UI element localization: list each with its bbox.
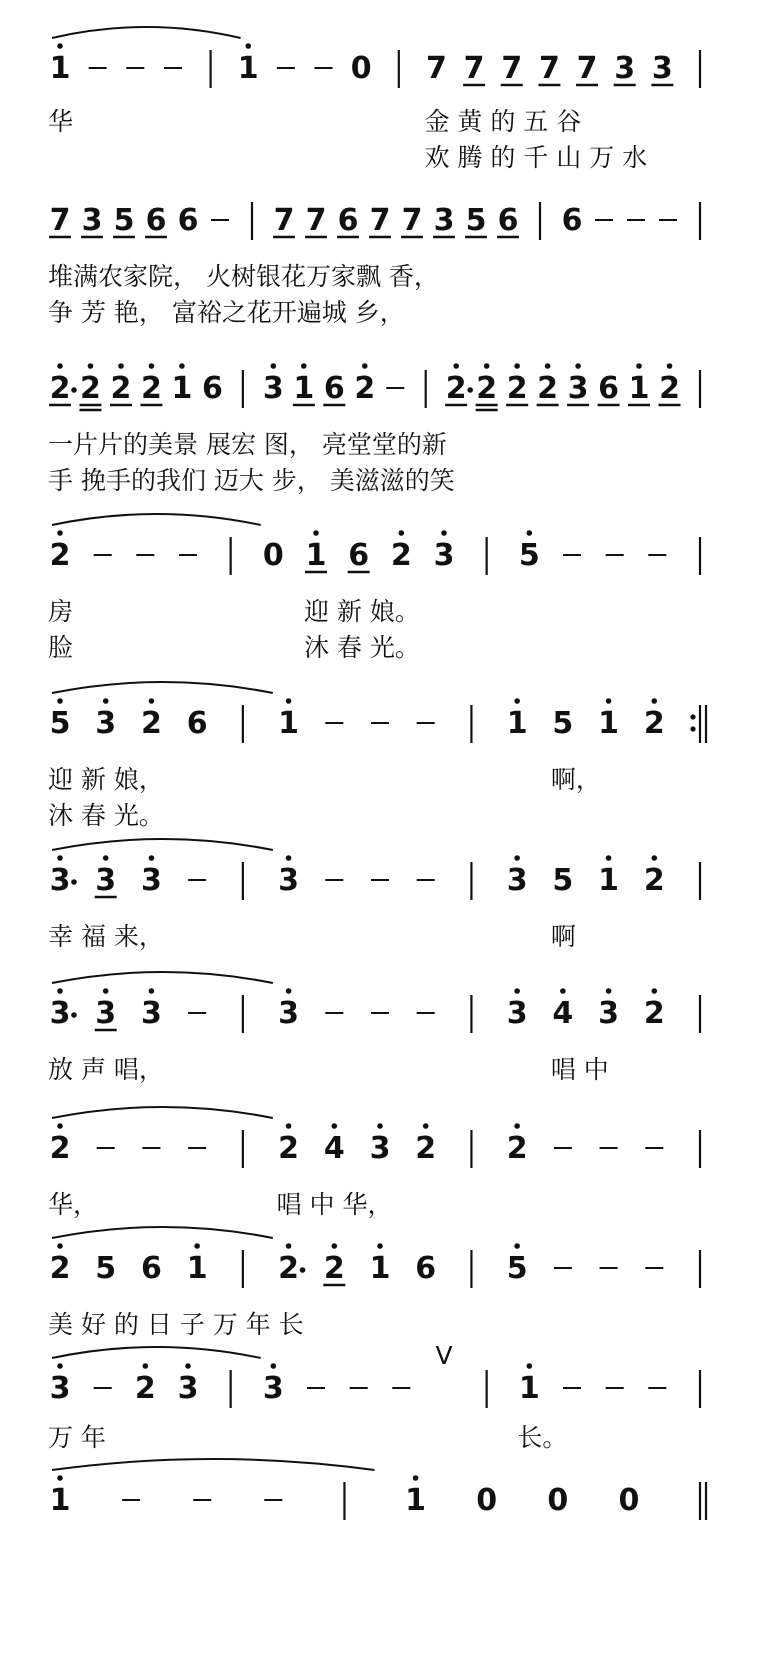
note: 2 [134,1371,156,1406]
lyric-line: 迎 新 娘， [48,765,164,794]
note: 3 [614,51,636,86]
octave-dot [149,988,155,994]
octave-dot [118,363,124,369]
note: 7 [501,51,523,86]
note: 2 [643,706,665,741]
lyric-line: 房 [48,597,74,626]
note: 3 [95,863,117,898]
octave-dot [413,1475,419,1481]
note: 2 [80,371,101,406]
octave-dot [514,698,520,704]
octave-dot [331,1243,337,1249]
lyric-line: 唱 中 华， [276,1190,393,1219]
octave-dot [423,1123,429,1129]
note: 1 [293,371,315,406]
note: 7 [305,203,327,238]
octave-dot [527,530,533,536]
note: 2 [323,1251,345,1286]
note: 2 [278,1131,300,1166]
octave-dot [57,43,63,49]
note: 1 [405,1483,426,1518]
augmentation-dot [467,387,473,393]
augmentation-dot [71,879,77,885]
note: 3 [278,996,300,1031]
note: 3 [567,371,589,406]
octave-dot [271,1363,277,1369]
note: 5 [552,706,574,741]
note: 2 [506,371,528,406]
lyric-line: 长。 [517,1423,568,1452]
octave-dot [527,1363,533,1369]
lyric-line: 万 年 [48,1423,106,1452]
repeat-dot [690,714,695,719]
note: 1 [49,1483,71,1518]
octave-dot [57,855,63,861]
octave-dot [286,698,292,704]
note: 2 [659,371,680,406]
tie-arc [52,514,261,525]
octave-dot [103,988,109,994]
note: 3 [506,863,528,898]
note: 2 [278,1251,300,1286]
note: 2 [49,1251,71,1286]
note: 1 [186,1251,208,1286]
lyric-line: 唱 中 [550,1055,609,1084]
octave-dot [245,43,251,49]
note: 7 [369,203,391,238]
note: 7 [576,51,598,86]
octave-dot [651,698,657,704]
note: 1 [628,371,650,406]
note: 2 [49,538,71,573]
note: 6 [145,203,167,238]
score-system [48,1107,700,1219]
note: 7 [49,203,71,238]
note: 0 [547,1483,569,1518]
note: 5 [113,203,135,238]
octave-dot [514,1243,520,1249]
score-system [48,839,700,951]
note: 2 [476,371,498,406]
score-system [50,1459,706,1520]
note: 3 [95,706,117,741]
octave-dot [514,855,520,861]
octave-dot [286,988,292,994]
note: 6 [201,371,223,406]
tie-arc [52,839,273,850]
octave-dot [271,363,277,369]
note: 5 [552,863,574,898]
octave-dot [103,855,109,861]
note: 2 [140,371,162,406]
octave-dot [57,1363,63,1369]
note: 1 [598,863,620,898]
octave-dot [149,855,155,861]
tie-arc [52,972,273,983]
lyric-line: 啊， [550,765,601,794]
octave-dot [57,1243,63,1249]
lyric-line: 迎 新 娘。 [304,597,420,626]
note: 2 [537,371,559,406]
note: 5 [49,706,71,741]
note: 2 [643,996,665,1031]
score-system [48,202,700,327]
lyric-line: 金 黄 的 五 谷 [424,107,582,136]
lyric-line: 放 声 唱， [48,1055,164,1084]
note: 3 [262,371,284,406]
note: 2 [354,371,376,406]
note: 5 [465,203,487,238]
note: 3 [49,996,71,1031]
octave-dot [651,855,657,861]
note: 3 [506,996,528,1031]
note: 2 [506,1131,528,1166]
note: 3 [140,863,162,898]
note: 3 [433,203,455,238]
note: 2 [390,538,412,573]
note: 3 [49,1371,71,1406]
note: 1 [237,51,259,86]
note: 4 [552,996,574,1031]
octave-dot [57,363,63,369]
note: 5 [506,1251,528,1286]
tie-arc [52,27,241,38]
note: 3 [433,538,455,573]
note: 7 [426,51,447,86]
note: 6 [186,706,208,741]
note: 5 [95,1251,117,1286]
score-system [48,1227,700,1339]
note: 6 [497,203,519,238]
lyric-line: 美 好 的 日 子 万 年 长 [48,1310,304,1339]
note: 3 [262,1371,284,1406]
augmentation-dot [71,1012,77,1018]
note: 1 [49,51,71,86]
note: 7 [538,51,560,86]
octave-dot [514,1123,520,1129]
note: 3 [369,1131,391,1166]
octave-dot [606,698,612,704]
note: 2 [415,1131,437,1166]
octave-dot [399,530,405,536]
octave-dot [286,1123,292,1129]
note: 6 [348,538,370,573]
octave-dot [301,363,307,369]
octave-dot [57,1123,63,1129]
note: 3 [95,996,117,1031]
lyric-line: 堆满农家院， 火树银花万家飘 香， [48,262,439,291]
note: 1 [369,1251,391,1286]
note: 7 [401,203,423,238]
note: 1 [598,706,620,741]
note: 6 [415,1251,437,1286]
lyric-line: 脸 [48,633,74,662]
note: 2 [140,706,162,741]
octave-dot [575,363,581,369]
octave-dot [377,1243,383,1249]
note: 3 [49,863,71,898]
octave-dot [57,1475,63,1481]
octave-dot [57,988,63,994]
lyric-line: 啊 [550,922,576,951]
note: 0 [262,538,284,573]
octave-dot [286,1243,292,1249]
note: 6 [140,1251,162,1286]
lyric-line: 手 挽手的我们 迈大 步， 美滋滋的笑 [48,466,455,495]
octave-dot [331,1123,337,1129]
octave-dot [514,363,520,369]
note: 3 [177,1371,199,1406]
octave-dot [286,855,292,861]
octave-dot [453,363,459,369]
score-system [48,682,706,830]
score-system [48,27,700,172]
note: 5 [518,538,540,573]
octave-dot [149,363,155,369]
lyric-line: 沐 春 光。 [48,801,164,830]
octave-dot [636,363,642,369]
octave-dot [194,1243,200,1249]
score-system [48,514,700,662]
lyric-line: 沐 春 光。 [304,633,420,662]
note: 1 [171,371,193,406]
octave-dot [545,363,551,369]
note: 1 [518,1371,540,1406]
lyric-line: 幸 福 来， [48,922,164,951]
note: 2 [49,1131,71,1166]
octave-dot [57,698,63,704]
note: 6 [177,203,199,238]
score-system [48,972,700,1084]
octave-dot [651,988,657,994]
octave-dot [149,698,155,704]
lyric-line: 华， [48,1190,99,1219]
octave-dot [103,698,109,704]
octave-dot [362,363,368,369]
octave-dot [88,363,94,369]
note: 6 [598,371,620,406]
lyric-line: 华 [48,107,74,136]
breath-mark: V [435,1341,453,1370]
note: 2 [643,863,665,898]
note: 7 [463,51,485,86]
lyric-line: 欢 腾 的 千 山 万 水 [424,143,648,172]
tie-arc [52,1347,261,1358]
score-system [48,1341,700,1452]
note: 2 [49,371,71,406]
note: 3 [81,203,103,238]
tie-arc [52,1227,273,1238]
note: 1 [278,706,300,741]
octave-dot [377,1123,383,1129]
note: 0 [350,51,372,86]
octave-dot [667,363,673,369]
note: 7 [273,203,295,238]
lyric-line: 争 芳 艳， 富裕之花开遍城 乡， [48,298,405,327]
note: 1 [506,706,528,741]
note: 3 [140,996,162,1031]
note: 3 [651,51,673,86]
note: 1 [305,538,327,573]
note: 3 [278,863,300,898]
augmentation-dot [300,1267,306,1273]
note: 2 [445,371,467,406]
octave-dot [514,988,520,994]
note: 3 [598,996,620,1031]
octave-dot [179,363,185,369]
note: 2 [110,371,132,406]
note: 6 [561,203,583,238]
octave-dot [143,1363,149,1369]
octave-dot [484,363,490,369]
octave-dot [185,1363,191,1369]
tie-arc [52,1107,273,1118]
octave-dot [57,530,63,536]
note: 6 [323,371,345,406]
note: 0 [476,1483,498,1518]
lyric-line: 一片片的美景 展宏 图， 亮堂堂的新 [48,430,447,459]
augmentation-dot [71,387,77,393]
repeat-dot [690,726,695,731]
octave-dot [313,530,319,536]
score-system [48,363,700,495]
octave-dot [560,988,566,994]
octave-dot [606,988,612,994]
note: 4 [323,1131,345,1166]
note: 0 [618,1483,640,1518]
tie-arc [52,1459,374,1470]
tie-arc [52,682,273,693]
octave-dot [606,855,612,861]
octave-dot [441,530,447,536]
note: 6 [337,203,359,238]
